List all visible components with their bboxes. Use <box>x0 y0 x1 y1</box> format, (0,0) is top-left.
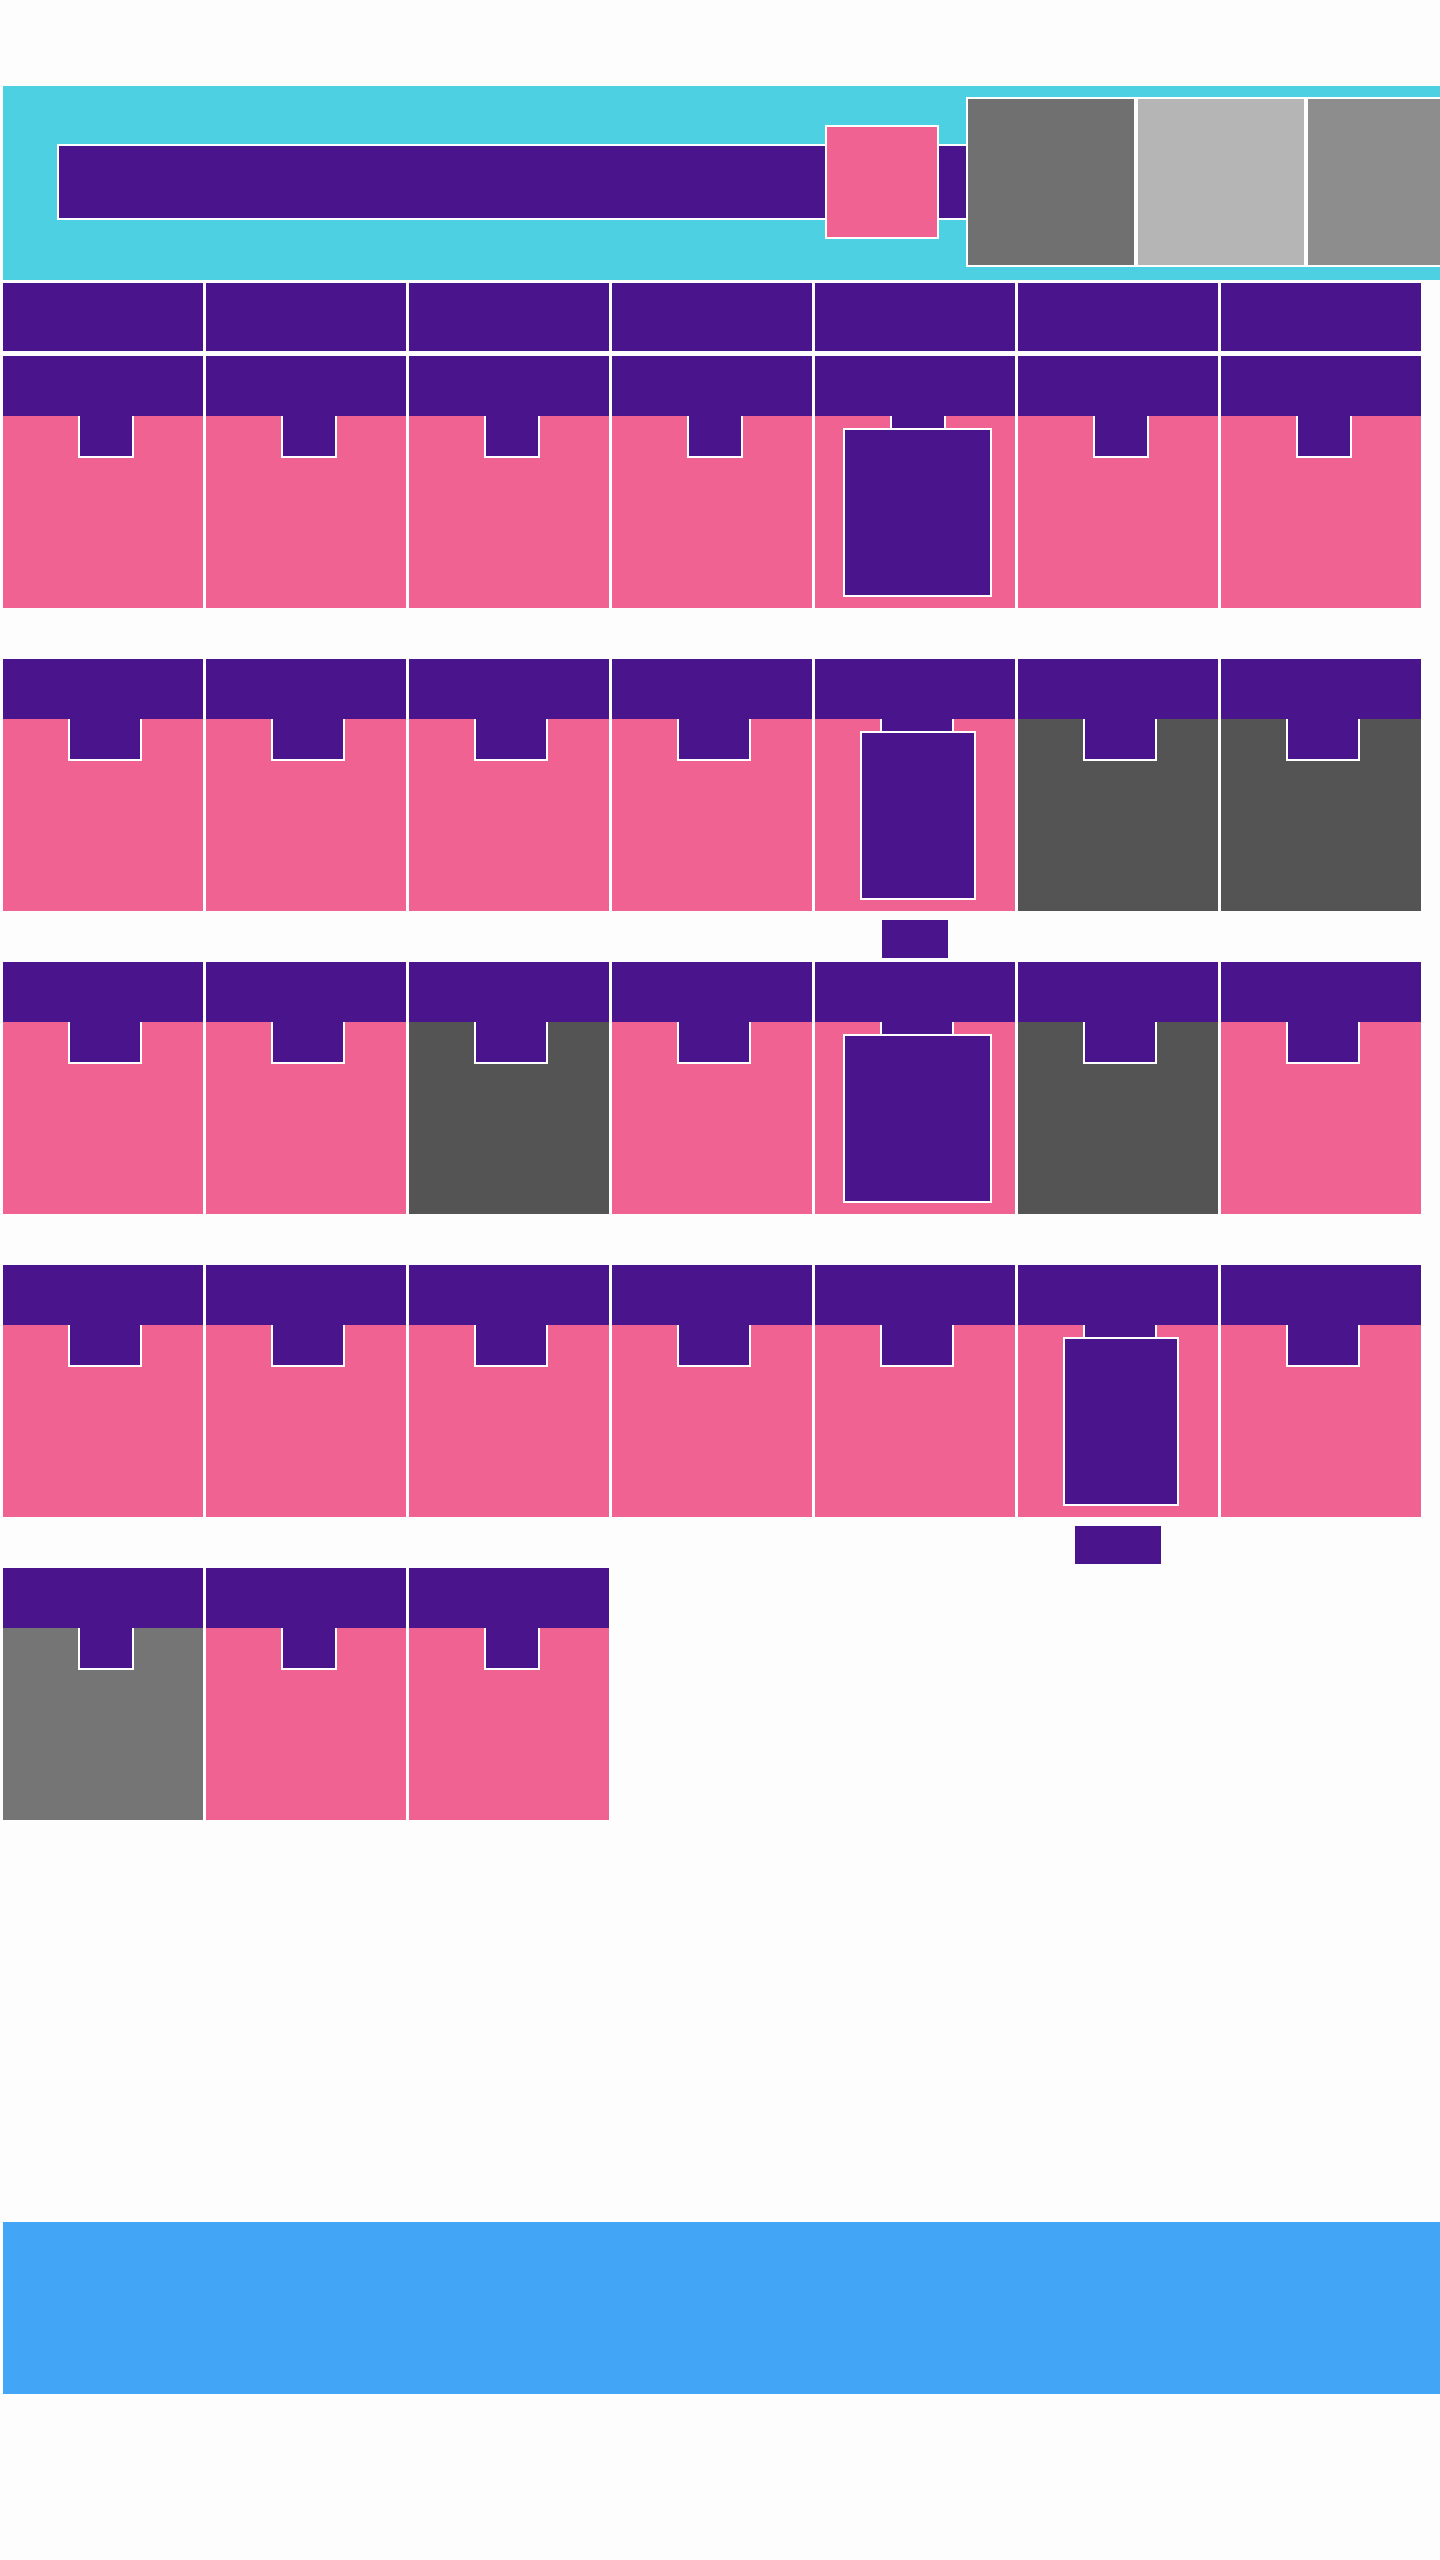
day-cell[interactable] <box>1221 356 1424 608</box>
day-cell[interactable] <box>409 1568 612 1820</box>
date-badge <box>677 1022 751 1064</box>
day-label <box>612 356 812 416</box>
more-events-link[interactable] <box>1075 1526 1161 1564</box>
day-label <box>206 659 406 719</box>
day-label <box>409 1265 609 1325</box>
event-block[interactable] <box>1063 1337 1179 1506</box>
day-cell[interactable] <box>206 659 409 911</box>
day-label <box>612 962 812 1022</box>
day-label <box>1221 659 1421 719</box>
day-label <box>206 356 406 416</box>
day-cell[interactable] <box>612 659 815 911</box>
day-cell[interactable] <box>3 1265 206 1517</box>
day-cell[interactable] <box>1018 659 1221 911</box>
day-cell[interactable] <box>815 1265 1018 1517</box>
day-label <box>1221 962 1421 1022</box>
date-badge <box>1083 1022 1157 1064</box>
day-label <box>3 1568 203 1628</box>
day-cell[interactable] <box>3 356 206 608</box>
date-badge <box>68 1022 142 1064</box>
day-cell[interactable] <box>1221 962 1424 1214</box>
day-label <box>409 1568 609 1628</box>
date-badge <box>281 1628 337 1670</box>
date-badge <box>271 1325 345 1367</box>
day-label <box>815 356 1015 416</box>
day-label <box>3 356 203 416</box>
day-label <box>409 659 609 719</box>
weekday-header <box>1018 283 1218 351</box>
footer-bar <box>3 2222 1440 2394</box>
day-cell[interactable] <box>3 659 206 911</box>
more-events-link[interactable] <box>882 920 948 958</box>
weekday-header <box>206 283 406 351</box>
date-badge <box>281 416 337 458</box>
date-badge <box>78 416 134 458</box>
day-label <box>1018 356 1218 416</box>
date-badge <box>271 719 345 761</box>
date-badge <box>1286 719 1360 761</box>
day-cell[interactable] <box>409 659 612 911</box>
day-label <box>1018 659 1218 719</box>
day-cell[interactable] <box>3 1568 206 1820</box>
date-badge <box>1093 416 1149 458</box>
date-badge <box>484 416 540 458</box>
thumbnail-1[interactable] <box>966 97 1136 267</box>
event-block[interactable] <box>843 1034 992 1203</box>
day-cell[interactable] <box>206 1265 409 1517</box>
day-cell[interactable] <box>206 962 409 1214</box>
day-cell[interactable] <box>1221 1265 1424 1517</box>
day-cell[interactable] <box>612 356 815 608</box>
day-cell[interactable] <box>612 1265 815 1517</box>
date-badge <box>880 1325 954 1367</box>
day-cell[interactable] <box>815 659 1018 911</box>
day-cell[interactable] <box>1018 356 1221 608</box>
weekday-header <box>815 283 1015 351</box>
date-badge <box>484 1628 540 1670</box>
date-badge <box>677 1325 751 1367</box>
day-label <box>1018 1265 1218 1325</box>
day-label <box>206 962 406 1022</box>
day-cell[interactable] <box>815 962 1018 1214</box>
day-cell[interactable] <box>3 962 206 1214</box>
day-label <box>3 659 203 719</box>
day-cell[interactable] <box>409 962 612 1214</box>
day-label <box>1018 962 1218 1022</box>
day-label <box>815 659 1015 719</box>
day-cell[interactable] <box>612 962 815 1214</box>
top-header <box>3 86 1440 280</box>
day-label <box>409 962 609 1022</box>
day-cell[interactable] <box>409 1265 612 1517</box>
day-cell[interactable] <box>409 356 612 608</box>
day-label <box>206 1568 406 1628</box>
day-label <box>3 962 203 1022</box>
weekday-header <box>612 283 812 351</box>
date-badge <box>1286 1022 1360 1064</box>
day-label <box>612 659 812 719</box>
date-badge <box>1083 719 1157 761</box>
day-cell[interactable] <box>206 1568 409 1820</box>
weekday-header <box>1221 283 1421 351</box>
day-cell[interactable] <box>1018 1265 1221 1517</box>
event-block[interactable] <box>860 731 976 900</box>
event-block[interactable] <box>843 428 992 597</box>
day-label <box>206 1265 406 1325</box>
weekday-header <box>3 283 203 351</box>
thumbnail-3[interactable] <box>1306 97 1440 267</box>
day-cell[interactable] <box>1221 659 1424 911</box>
date-badge <box>1296 416 1352 458</box>
date-badge <box>68 1325 142 1367</box>
day-label <box>409 356 609 416</box>
date-badge <box>687 416 743 458</box>
day-cell[interactable] <box>206 356 409 608</box>
date-badge <box>78 1628 134 1670</box>
date-badge <box>1286 1325 1360 1367</box>
date-badge <box>271 1022 345 1064</box>
thumbnail-2[interactable] <box>1136 97 1306 267</box>
day-label <box>1221 356 1421 416</box>
date-badge <box>474 1022 548 1064</box>
date-badge <box>474 719 548 761</box>
day-label <box>1221 1265 1421 1325</box>
date-badge <box>677 719 751 761</box>
day-cell[interactable] <box>815 356 1018 608</box>
date-badge <box>68 719 142 761</box>
day-cell[interactable] <box>1018 962 1221 1214</box>
day-label <box>3 1265 203 1325</box>
day-label <box>815 1265 1015 1325</box>
date-badge <box>474 1325 548 1367</box>
search-button[interactable] <box>825 125 939 239</box>
day-label <box>612 1265 812 1325</box>
day-label <box>815 962 1015 1022</box>
weekday-header <box>409 283 609 351</box>
